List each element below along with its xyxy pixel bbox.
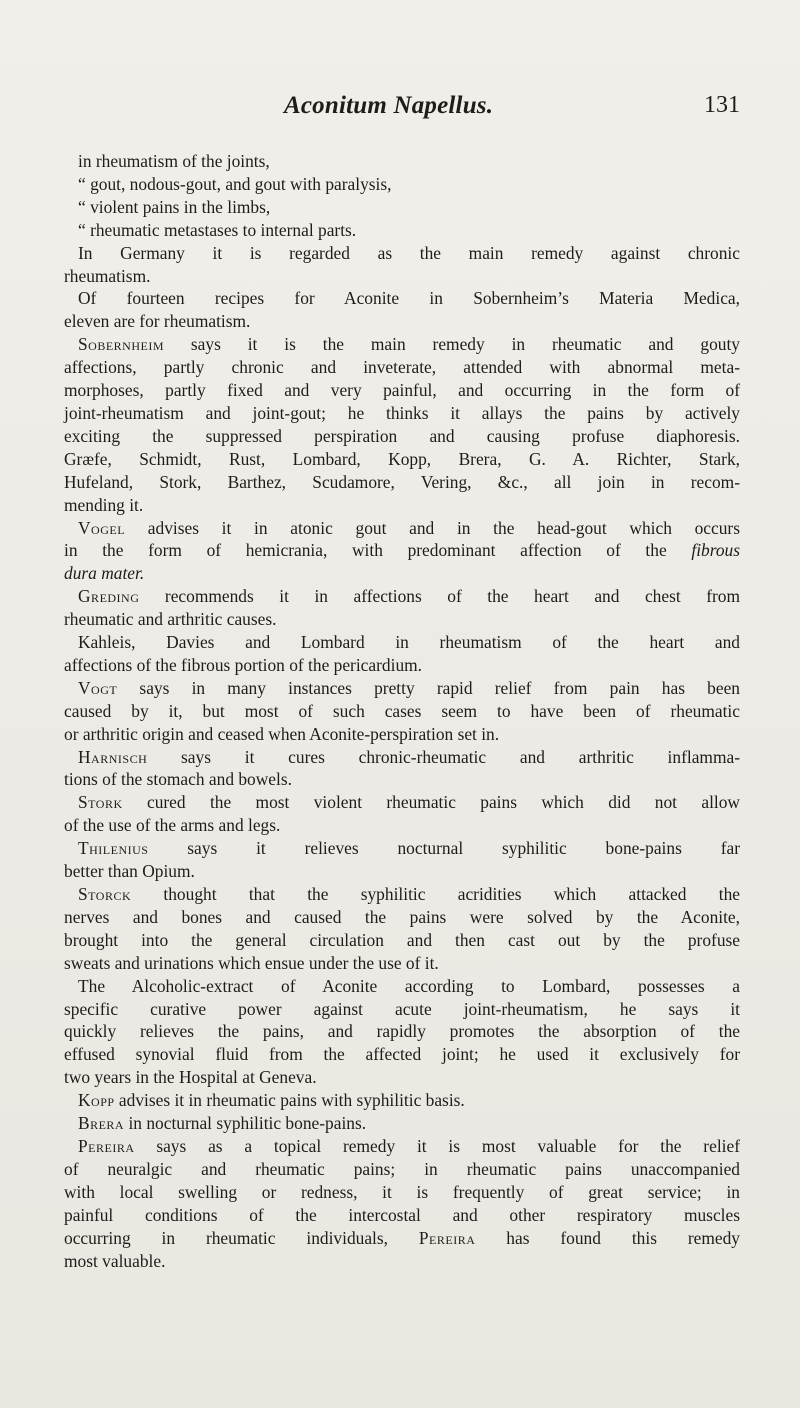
text-line <box>64 1043 740 1066</box>
line-text: of neuralgic and rheumatic pains; in rheumatic pains unaccompanied <box>64 1158 740 1179</box>
line-text: sweats and urinations which ensue under the use of it. <box>64 952 439 973</box>
text-line <box>64 425 740 448</box>
line-text: of the use of the arms and legs. <box>64 815 281 836</box>
line-text: in the form of hemicrania, with predominant affection of the <box>64 540 692 561</box>
text-line <box>64 746 740 769</box>
line-text: mending it. <box>64 494 144 515</box>
text-line <box>64 265 740 288</box>
line-text: specific curative power against acute joint-rheumatism, he says it <box>64 998 740 1019</box>
italic-text: fibrous <box>691 540 740 561</box>
text-line <box>64 998 740 1021</box>
line-text: with local swelling or redness, it is frequently of great service; in <box>64 1181 740 1202</box>
line-text: two years in the Hospital at Geneva. <box>64 1067 317 1088</box>
text-line <box>64 837 740 860</box>
text-line <box>64 219 740 242</box>
text-line <box>64 1227 740 1250</box>
text-line <box>64 654 740 677</box>
line-text: cured the most violent rheumatic pains which did not allow <box>122 792 740 813</box>
author-name: Storck <box>78 884 132 904</box>
text-line <box>64 860 740 883</box>
text-line <box>64 700 740 723</box>
author-name: Pereira <box>418 1227 476 1248</box>
line-text: Of fourteen recipes for Aconite in Sobernheim’s Materia Medica, <box>78 288 740 309</box>
line-text: most valuable. <box>64 1250 166 1271</box>
text-line <box>64 791 740 814</box>
line-text: says it cures chronic-rheumatic and arthritic inflamma- <box>147 746 740 767</box>
text-line <box>64 608 740 631</box>
text-line <box>64 173 740 196</box>
line-text: exciting the suppressed perspiration and causing profuse diaphoresis. <box>64 425 740 446</box>
line-text: caused by it, but most of such cases seem to have been of rheumatic <box>64 700 740 721</box>
text-line <box>64 448 740 471</box>
line-text: Græfe, Schmidt, Rust, Lombard, Kopp, Brera, G. A. Richter, Stark, <box>64 448 740 469</box>
line-text: painful conditions of the intercostal and other respiratory muscles <box>64 1204 740 1225</box>
line-text: in rheumatism of the joints, <box>78 151 270 171</box>
line-text: In Germany it is regarded as the main remedy against chronic <box>78 242 740 263</box>
line-text: occurring in rheumatic individuals, <box>64 1227 419 1248</box>
line-text: The Alcoholic-extract of Aconite according to Lombard, possesses a <box>78 975 740 996</box>
line-text: brought into the general circulation and then cast out by the profuse <box>64 929 740 950</box>
text-line <box>64 517 740 540</box>
line-text: morphoses, partly fixed and very painful, and occurring in the form of <box>64 380 740 401</box>
text-line <box>64 1181 740 1204</box>
line-text: affections of the fibrous portion of the pericardium. <box>64 654 423 675</box>
line-text: Hufeland, Stork, Barthez, Scudamore, Vering, &c., all join in recom- <box>64 471 740 492</box>
line-text: rheumatism. <box>64 265 151 286</box>
line-text: says in many instances pretty rapid relief from pain has been <box>117 677 740 698</box>
line-text: effused synovial fluid from the affected joint; he used it exclusively for <box>64 1044 740 1065</box>
line-text: “ rheumatic metastases to internal parts. <box>78 219 357 240</box>
line-text: advises it in rheumatic pains with syphilitic basis. <box>114 1090 465 1111</box>
line-text: joint-rheumatism and joint-gout; he thinks it allays the pains by actively <box>64 402 740 423</box>
text-line <box>64 1020 740 1043</box>
text-line <box>64 952 740 975</box>
text-line <box>64 287 740 310</box>
line-text: tions of the stomach and bowels. <box>64 769 292 790</box>
line-text: “ violent pains in the limbs, <box>78 196 271 217</box>
line-text: has found this remedy <box>475 1227 740 1248</box>
text-line <box>64 929 740 952</box>
text-line <box>64 814 740 837</box>
text-line <box>64 402 740 425</box>
text-line <box>64 494 740 517</box>
author-name: Greding <box>78 586 140 607</box>
line-text: or arthritic origin and ceased when Aconite-perspiration set in. <box>64 723 500 744</box>
text-line <box>64 1135 740 1158</box>
line-text: affections, partly chronic and inveterate, attended with abnormal meta- <box>64 357 740 378</box>
line-text: rheumatic and arthritic causes. <box>64 609 277 630</box>
line-text: says as a topical remedy it is most valuable for the relief <box>134 1135 740 1156</box>
italic-text: dura mater. <box>64 563 145 584</box>
text-line <box>64 562 740 585</box>
line-text: advises it in atonic gout and in the head-gout which occurs <box>125 517 740 538</box>
text-line <box>64 677 740 700</box>
running-title: Aconitum Napellus. <box>284 92 494 119</box>
text-line <box>64 1112 740 1135</box>
line-text: nerves and bones and caused the pains were solved by the Aconite, <box>64 906 740 927</box>
author-name: Kopp <box>78 1090 115 1111</box>
text-line <box>64 310 740 333</box>
text-line <box>64 906 740 929</box>
text-line <box>64 242 740 265</box>
text-line <box>64 379 740 402</box>
line-text: “ gout, nodous-gout, and gout with paralysis, <box>78 173 392 194</box>
text-line <box>64 1204 740 1227</box>
text-line <box>64 539 740 562</box>
author-name: Harnisch <box>78 746 148 767</box>
author-name: Sobernheim <box>78 334 165 355</box>
line-text: in nocturnal syphilitic bone-pains. <box>124 1113 367 1134</box>
author-name: Vogel <box>78 517 126 538</box>
text-line <box>64 975 740 998</box>
author-name: Stork <box>78 792 123 813</box>
line-text: thought that the syphilitic acridities which attacked the <box>131 884 740 904</box>
page-header <box>64 92 740 128</box>
line-text: eleven are for rheumatism. <box>64 311 251 332</box>
line-text: better than Opium. <box>64 861 195 882</box>
text-line <box>64 768 740 791</box>
body-text <box>64 150 740 1272</box>
author-name: Pereira <box>78 1135 135 1156</box>
line-text: says it is the main remedy in rheumatic and gouty <box>164 334 740 355</box>
author-name: Brera <box>78 1113 125 1134</box>
text-line <box>64 585 740 608</box>
text-line <box>64 1250 740 1273</box>
text-line <box>64 883 740 906</box>
text-line <box>64 1158 740 1181</box>
text-line <box>64 631 740 654</box>
line-text: quickly relieves the pains, and rapidly promotes the absorption of the <box>64 1021 740 1042</box>
line-text: recommends it in affections of the heart and chest from <box>139 586 740 607</box>
text-line <box>64 723 740 746</box>
text-line <box>64 196 740 219</box>
text-line <box>64 356 740 379</box>
text-line <box>64 333 740 356</box>
line-text: Kahleis, Davies and Lombard in rheumatism of the heart and <box>78 632 740 653</box>
author-name: Thilenius <box>78 838 149 859</box>
page-number: 131 <box>704 92 740 118</box>
text-line <box>64 1066 740 1089</box>
author-name: Vogt <box>78 677 118 698</box>
text-line <box>64 1089 740 1112</box>
text-line <box>64 150 740 173</box>
text-line <box>64 471 740 494</box>
line-text: says it relieves nocturnal syphilitic bone-pains far <box>148 838 740 859</box>
